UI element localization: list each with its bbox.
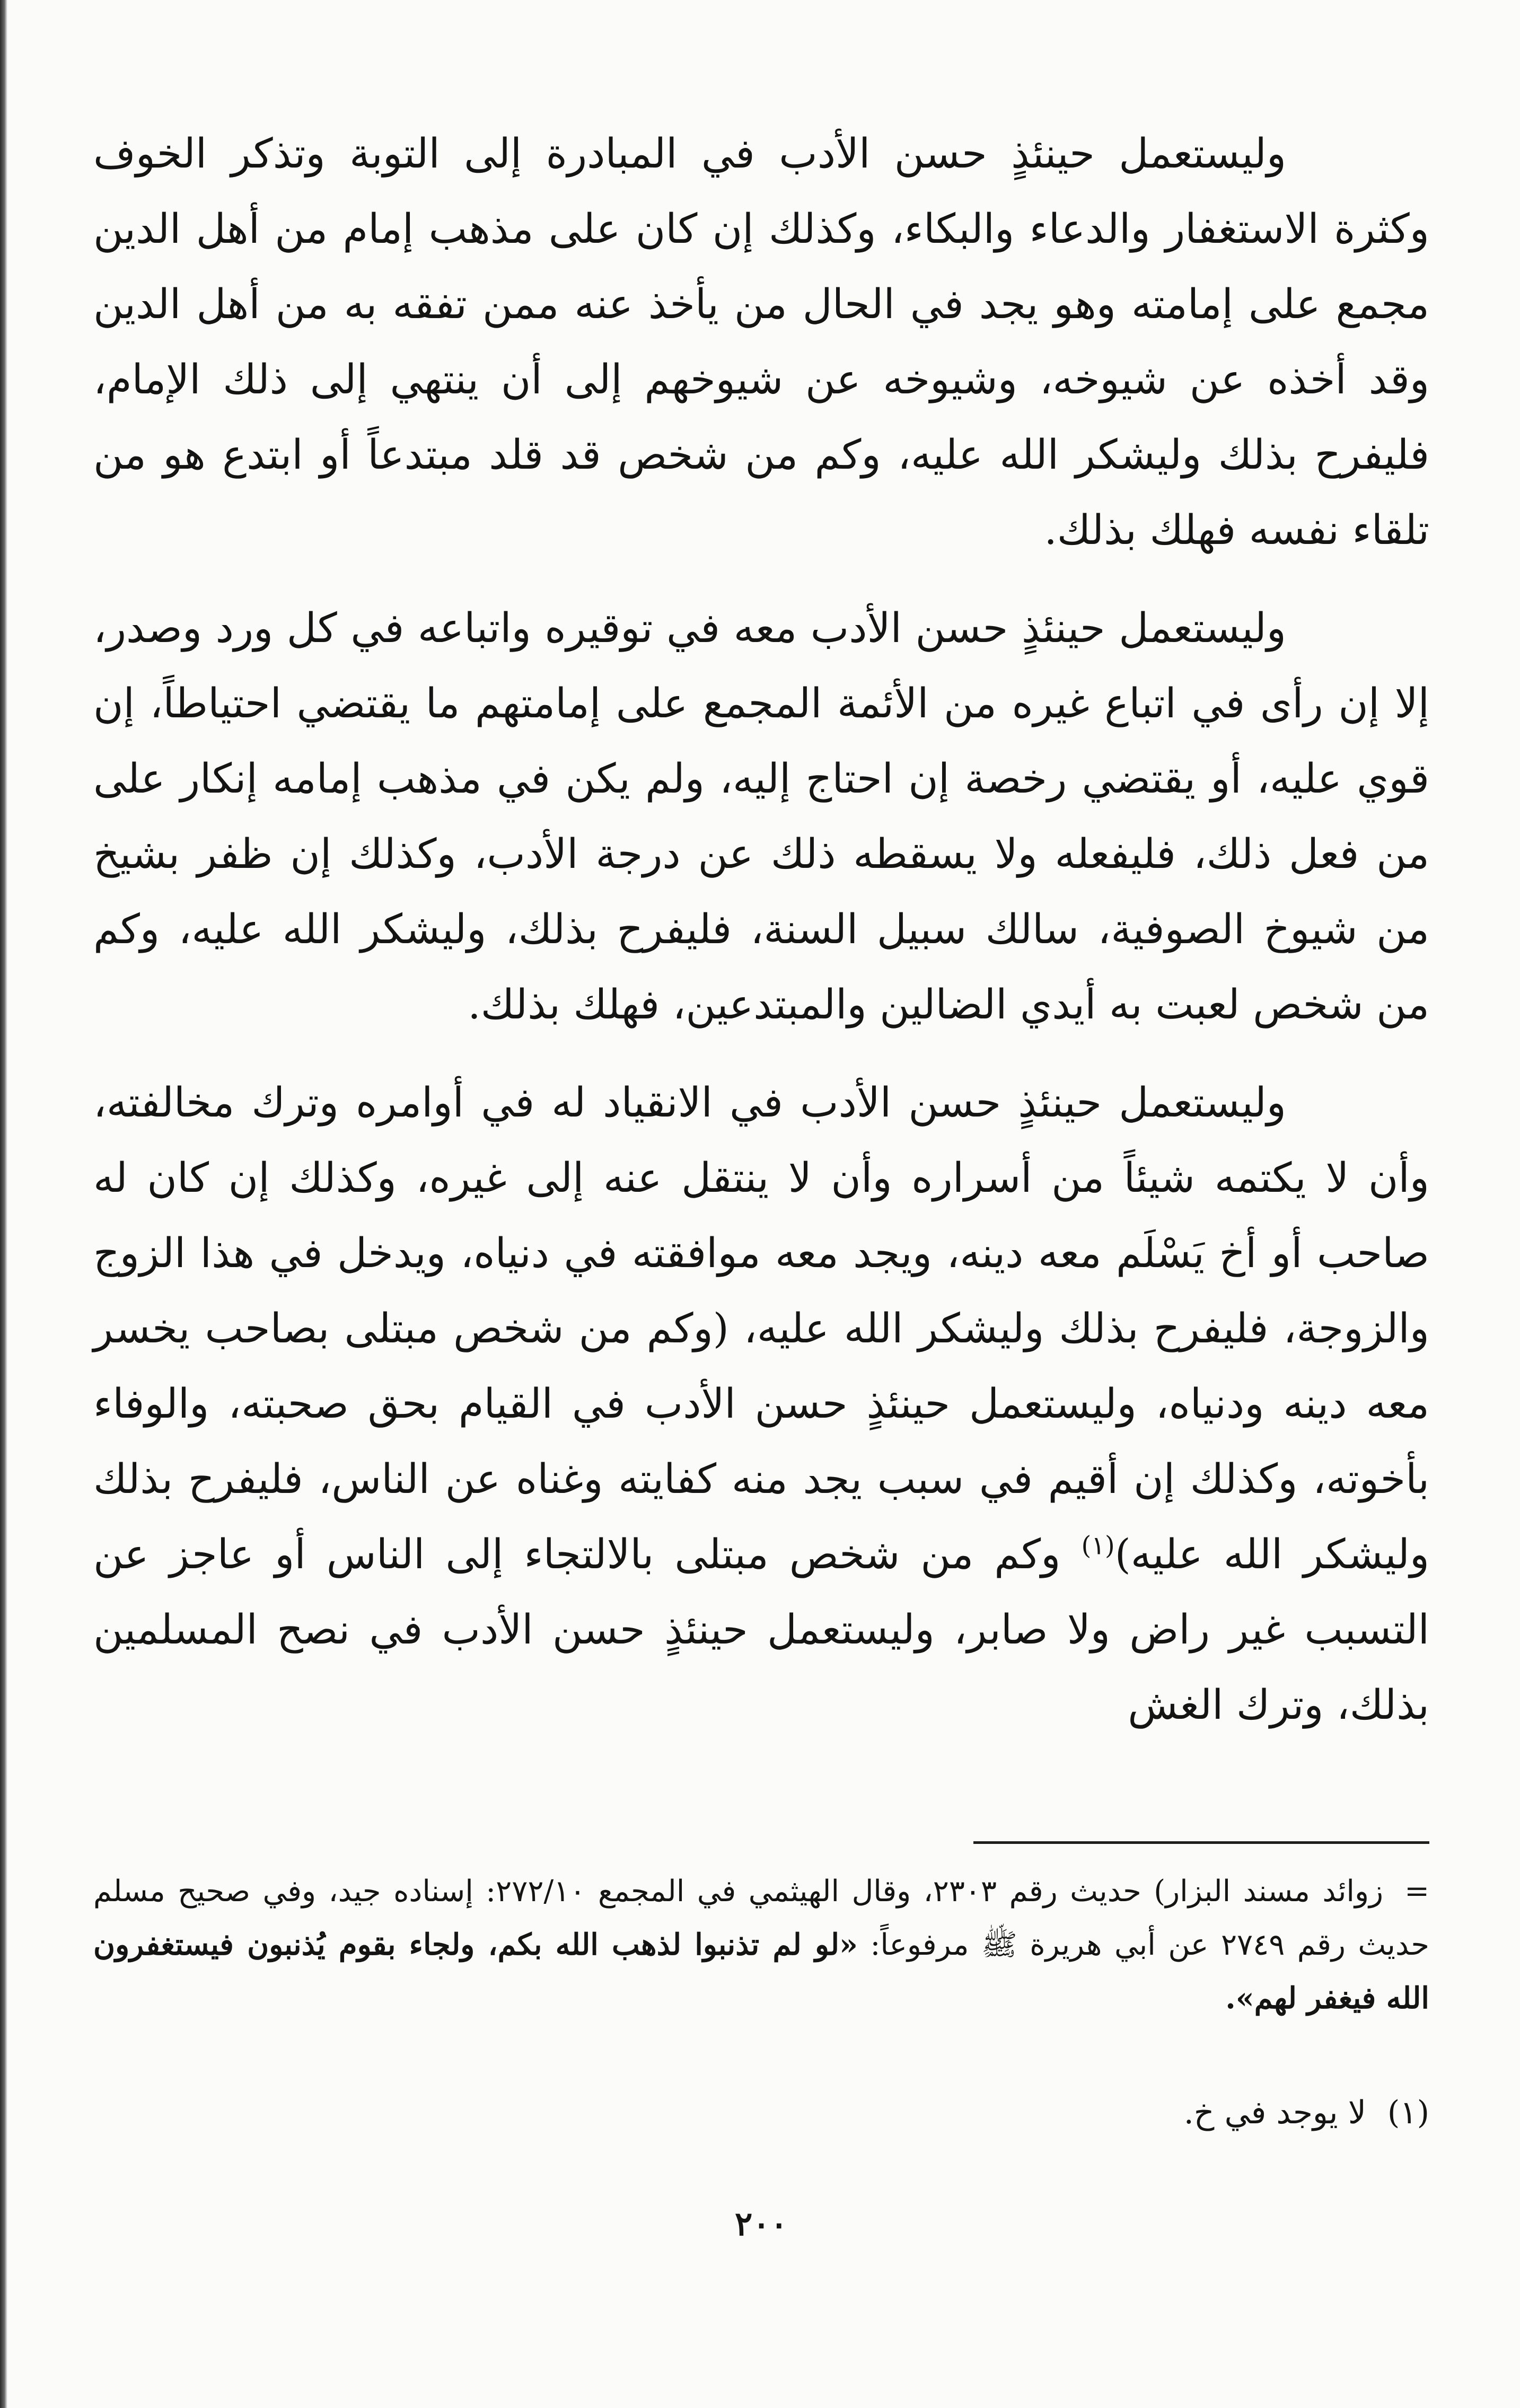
paragraph-3 bbox=[93, 1066, 1429, 1743]
paragraph-3-text-part2: وكم من شخص مبتلى بالالتجاء إلى الناس أو عاجز عن التسبب غير راض ولا صابر، وليستعمل حينئذٍ حسن الأدب في نصح المسلمين بذلك، وترك الغش bbox=[93, 1531, 1429, 1729]
footnote-1 bbox=[1184, 2086, 1429, 2139]
footnote-1-number: (١) bbox=[1387, 2094, 1429, 2131]
footnote-marker-1: (١) bbox=[1081, 1531, 1115, 1561]
paragraph-1-text: وليستعمل حينئذٍ حسن الأدب في المبادرة إلى التوبة وتذكر الخوف وكثرة الاستغفار والدعاء والبكاء، وكذلك إن كان على مذهب إمام من أهل الدين مجمع على إمامته وهو يجد في الحال من يأخذ عنه ممن تفقه به من أهل الدين وقد أخذه عن شيوخه، وشيوخه عن شيوخهم إلى أن ينتهي إلى ذلك الإمام، فليفرح بذلك وليشكر الله عليه، وكم من شخص قد قلد مبتدعاً أو ابتدع هو من تلقاء نفسه فهلك بذلك. bbox=[93, 130, 1429, 554]
page-number: ٢٠٠ bbox=[735, 2204, 788, 2243]
page-binding-edge bbox=[0, 0, 7, 2408]
footnote-hadith-quote: «لو لم تذنبوا لذهب الله بكم، ولجاء بقوم يُذنبون فيستغفرون الله فيغفر لهم». bbox=[93, 1927, 1429, 2016]
paragraph-3-text-part1: وليستعمل حينئذٍ حسن الأدب في الانقياد له في أوامره وترك مخالفته، وأن لا يكتمه شيئاً من أسراره وأن لا ينتقل عنه إلى غيره، وكذلك إن كان له صاحب أو أخ يَسْلَم معه دينه، ويجد معه موافقته في دنياه، ويدخل في هذا الزوج والزوجة، فليفرح بذلك وليشكر الله عليه، (وكم من شخص مبتلى بصاحب يخسر معه دينه ودنياه، وليستعمل حينئذٍ حسن الأدب في القيام بحق صحبته، والوفاء بأخوته، وكذلك إن أقيم في سبب يجد منه كفايته وغناه عن الناس، فليفرح بذلك وليشكر الله عليه) bbox=[93, 1079, 1429, 1578]
footnote-continuation-text: زوائد مسند البزار) حديث رقم ٢٣٠٣، وقال الهيثمي في المجمع ٢٧٢/١٠: إسناده جيد، وفي صحيح مسلم حديث رقم ٢٧٤٩ عن أبي هريرة ﷺ مرفوعاً: bbox=[93, 1874, 1430, 1962]
paragraph-2-text: وليستعمل حينئذٍ حسن الأدب معه في توقيره واتباعه في كل ورد وصدر، إلا إن رأى في اتباع غيره من الأئمة المجمع على إمامتهم ما يقتضي احتياطاً، إن قوي عليه، أو يقتضي رخصة إن احتاج إليه، ولم يكن في مذهب إمامه إنكار على من فعل ذلك، فليفعله ولا يسقطه ذلك عن درجة الأدب، وكذلك إن ظفر بشيخ من شيوخ الصوفية، سالك سبيل السنة، فليفرح بذلك، وليشكر الله عليه، وكم من شخص لعبت به أيدي الضالين والمبتدعين، فهلك بذلك. bbox=[93, 605, 1429, 1029]
continuation-mark: = bbox=[1404, 1874, 1429, 1909]
paragraph-1 bbox=[93, 117, 1429, 568]
footnote-continuation bbox=[93, 1865, 1429, 2025]
paragraph-2 bbox=[93, 591, 1429, 1043]
footnote-1-text: لا يوجد في خ. bbox=[1183, 2094, 1366, 2131]
footnote-separator bbox=[973, 1841, 1429, 1844]
